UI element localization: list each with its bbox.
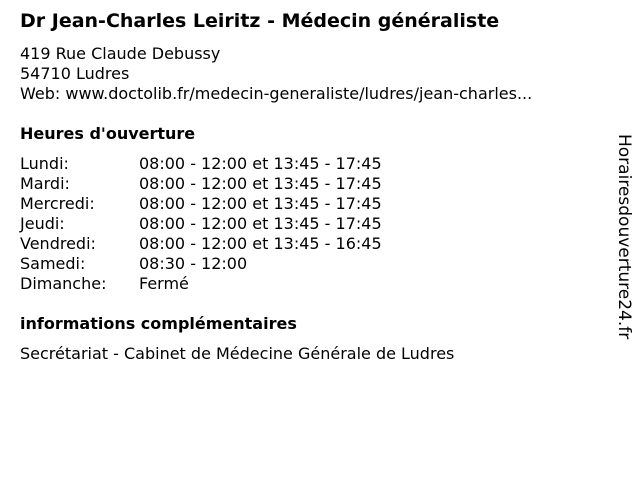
hours-day-label: Samedi:	[20, 254, 86, 273]
hours-time-value: Fermé	[139, 274, 189, 293]
hours-time-value: 08:00 - 12:00 et 13:45 - 17:45	[139, 154, 382, 173]
hours-time-value: 08:00 - 12:00 et 13:45 - 17:45	[139, 174, 382, 193]
address-website: Web: www.doctolib.fr/medecin-generaliste/ludres/jean-charles...	[20, 84, 533, 103]
hours-time-value: 08:00 - 12:00 et 13:45 - 17:45	[139, 194, 382, 213]
hours-time-value: 08:00 - 12:00 et 13:45 - 17:45	[139, 214, 382, 233]
watermark-text: Horairesdouverture24.fr	[614, 134, 634, 340]
hours-day-label: Dimanche:	[20, 274, 107, 293]
hours-day-label: Mercredi:	[20, 194, 95, 213]
address-block	[20, 44, 532, 104]
address-street: 419 Rue Claude Debussy	[20, 44, 221, 63]
hours-day-label: Mardi:	[20, 174, 70, 193]
hours-day-label: Lundi:	[20, 154, 69, 173]
opening-hours-heading: Heures d'ouverture	[20, 124, 196, 143]
additional-info-text: Secrétariat - Cabinet de Médecine Générale de Ludres	[20, 344, 455, 363]
address-city: 54710 Ludres	[20, 64, 130, 83]
hours-day-label: Vendredi:	[20, 234, 96, 253]
hours-time-value: 08:00 - 12:00 et 13:45 - 16:45	[139, 234, 382, 253]
hours-day-label: Jeudi:	[20, 214, 65, 233]
site-watermark	[612, 134, 636, 344]
additional-info-heading: informations complémentaires	[20, 314, 297, 333]
page-title: Dr Jean-Charles Leiritz - Médecin généraliste	[20, 10, 500, 32]
hours-time-value: 08:30 - 12:00	[139, 254, 248, 273]
